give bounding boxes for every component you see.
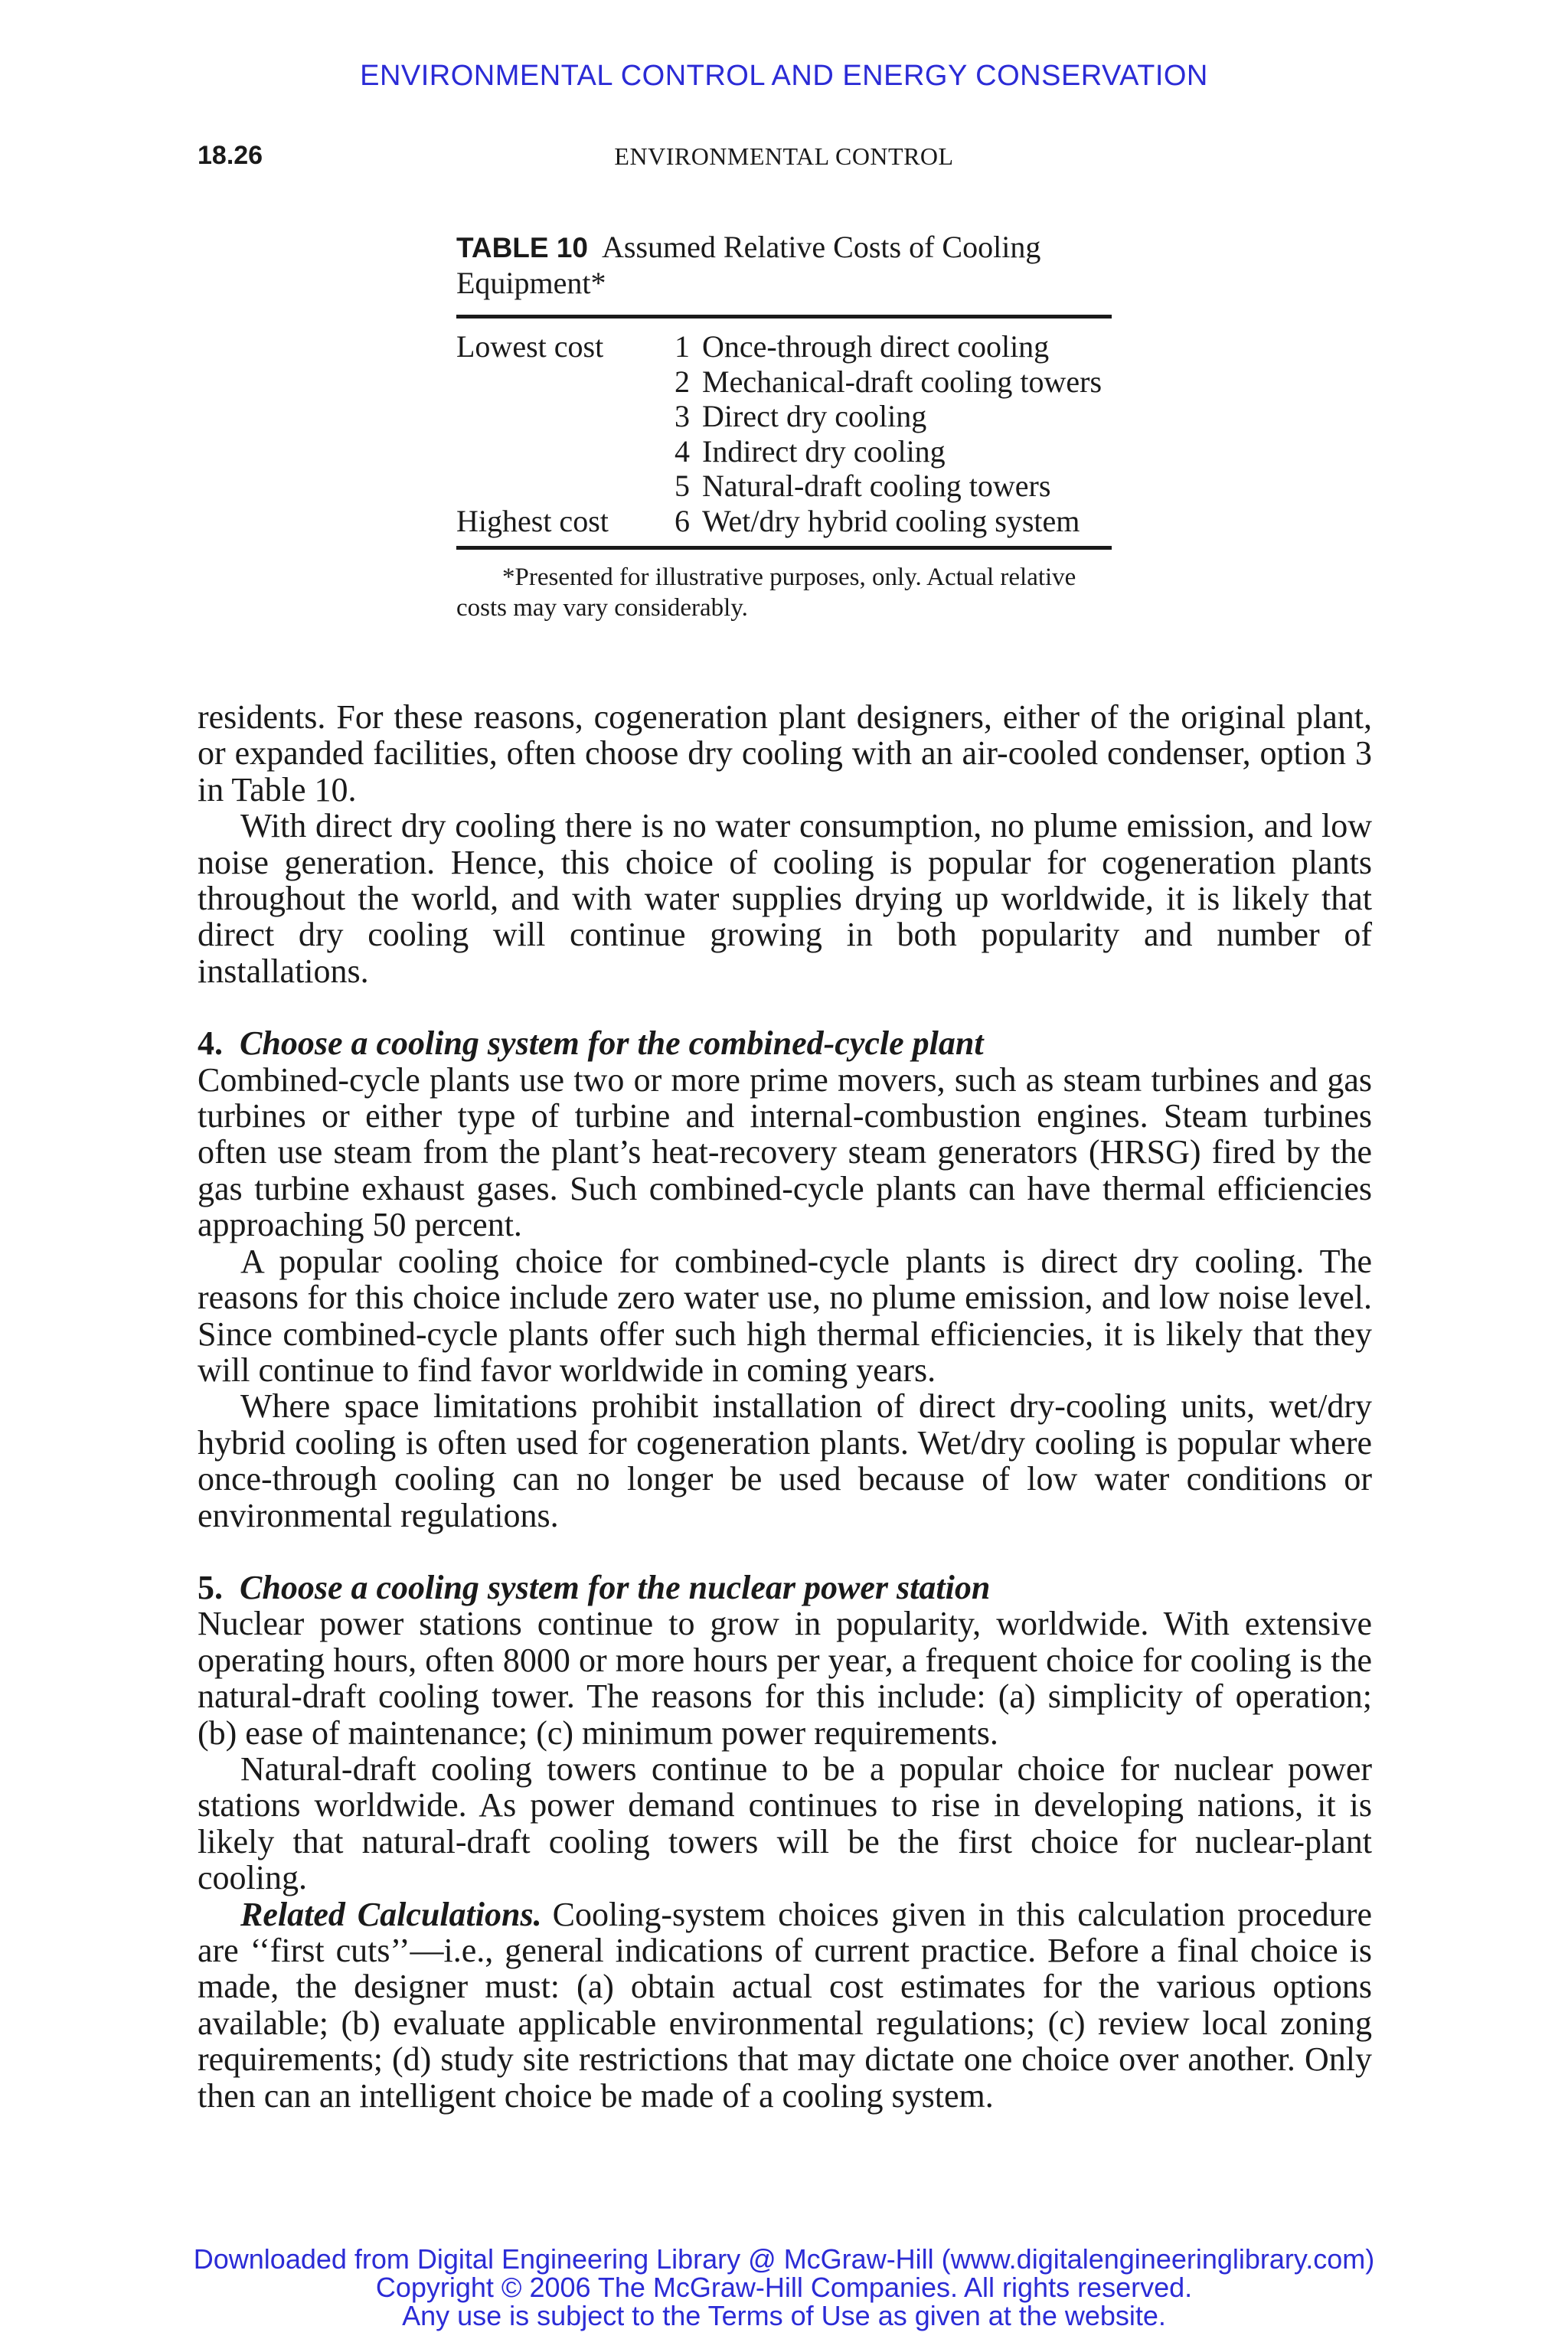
table-caption-text: Assumed Relative Costs of Cooling Equipment* — [456, 230, 1041, 300]
body-text — [198, 699, 1372, 2114]
table-row — [456, 364, 1112, 400]
section-heading — [198, 1570, 1372, 1606]
row-item: Direct dry cooling — [702, 399, 927, 433]
paragraph: Where space limitations prohibit installation of direct dry-cooling units, wet/dry hybrid cooling is often used for cogeneration plants. Wet/dry cooling is popular where once-through cooling can no longer be used because of low water conditions or environmental regulations. — [198, 1387, 1372, 1534]
book-title-banner: ENVIRONMENTAL CONTROL AND ENERGY CONSERVATION — [360, 60, 1208, 92]
row-number: 3 — [675, 399, 690, 433]
table-footnote: *Presented for illustrative purposes, only. Actual relative costs may vary considerably. — [456, 564, 1076, 622]
table-label: TABLE 10 — [456, 232, 589, 263]
row-number: 4 — [675, 433, 690, 469]
cost-table — [456, 230, 1112, 623]
paragraph-text: Cooling-system choices given in this calculation procedure are ‘‘first cuts’’—i.e., general indications of current practice. Before a final choice is made, the designer must: (a) obtain actual cost estimates for the various options available; (b) evaluate applicable environmental regulations; (c) review local zoning requirements; (d) study site restrictions that may dictate one choice over another. Only then can an intelligent choice be made of a cooling system. — [198, 1895, 1372, 2115]
row-number: 5 — [675, 469, 690, 503]
table-caption — [456, 230, 1112, 301]
table-row — [456, 329, 1112, 364]
footer-download-line[interactable]: Downloaded from Digital Engineering Library @ McGraw-Hill (www.digitalengineeringlibrary.com) — [193, 2243, 1375, 2275]
row-item: Mechanical-draft cooling towers — [702, 364, 1102, 399]
section-title: Choose a cooling system for the nuclear power station — [240, 1568, 991, 1606]
row-number: 2 — [675, 364, 690, 399]
running-head: ENVIRONMENTAL CONTROL — [614, 142, 954, 170]
table-body — [456, 318, 1112, 546]
table-row — [456, 504, 1112, 539]
row-cost-label — [456, 434, 675, 469]
footer-terms-line[interactable]: Any use is subject to the Terms of Use as given at the website. — [402, 2300, 1166, 2331]
section-number: 4. — [198, 1024, 223, 1063]
section-title: Choose a cooling system for the combined-cycle plant — [240, 1024, 984, 1063]
row-number: 6 — [675, 503, 690, 538]
footer-copyright-line: Copyright © 2006 The McGraw-Hill Companies. All rights reserved. — [375, 2272, 1193, 2303]
page-number: 18.26 — [198, 141, 263, 170]
row-item: Once-through direct cooling — [702, 329, 1050, 364]
section-number: 5. — [198, 1568, 223, 1606]
row-item: Wet/dry hybrid cooling system — [702, 503, 1080, 538]
row-cost-label: Lowest cost — [456, 329, 604, 364]
row-cost-label: Highest cost — [456, 503, 609, 538]
download-footer — [0, 2245, 1568, 2330]
paragraph: residents. For these reasons, cogeneration plant designers, either of the original plant, or expanded facilities, often choose dry cooling with an air-cooled condenser, option 3 in Table 10. — [198, 698, 1372, 808]
paragraph: Combined-cycle plants use two or more prime movers, such as steam turbines and gas turbines or either type of turbine and internal-combustion engines. Steam turbines often use steam from the plant’s heat-recovery steam generators (HRSG) fired by the gas turbine exhaust gases. Such combined-cycle plants can have thermal efficiencies approaching 50 percent. — [198, 1060, 1372, 1244]
row-cost-label — [456, 469, 675, 504]
paragraph: With direct dry cooling there is no water consumption, no plume emission, and low noise generation. Hence, this choice of cooling is popular for cogeneration plants throughout the world, and with water supplies drying up worldwide, it is likely that direct dry cooling will continue growing in both popularity and number of installations. — [198, 807, 1372, 990]
row-number: 1 — [675, 329, 690, 364]
related-calculations-label: Related Calculations. — [240, 1895, 542, 1933]
paragraph: A popular cooling choice for combined-cycle plants is direct dry cooling. The reasons for this choice include zero water use, no plume emission, and low noise level. Since combined-cycle plants offer such high thermal efficiencies, it is likely that they will continue to find favor worldwide in coming years. — [198, 1242, 1372, 1389]
row-cost-label — [456, 364, 675, 400]
paragraph: Natural-draft cooling towers continue to be a popular choice for nuclear power stations worldwide. As power demand continues to rise in developing nations, it is likely that natural-draft cooling towers will be the first choice for nuclear-plant cooling. — [198, 1749, 1372, 1897]
section-heading — [198, 1025, 1372, 1061]
row-item: Indirect dry cooling — [702, 433, 946, 469]
table-bottom-rule — [456, 546, 1112, 550]
row-item: Natural-draft cooling towers — [702, 469, 1051, 503]
table-row — [456, 469, 1112, 504]
paragraph — [198, 1896, 1372, 2114]
table-row — [456, 399, 1112, 434]
table-row — [456, 434, 1112, 469]
row-cost-label — [456, 399, 675, 434]
paragraph: Nuclear power stations continue to grow in popularity, worldwide. With extensive operating hours, often 8000 or more hours per year, a frequent choice for cooling is the natural-draft cooling tower. The reasons for this include: (a) simplicity of operation; (b) ease of maintenance; (c) minimum power requirements. — [198, 1605, 1372, 1752]
